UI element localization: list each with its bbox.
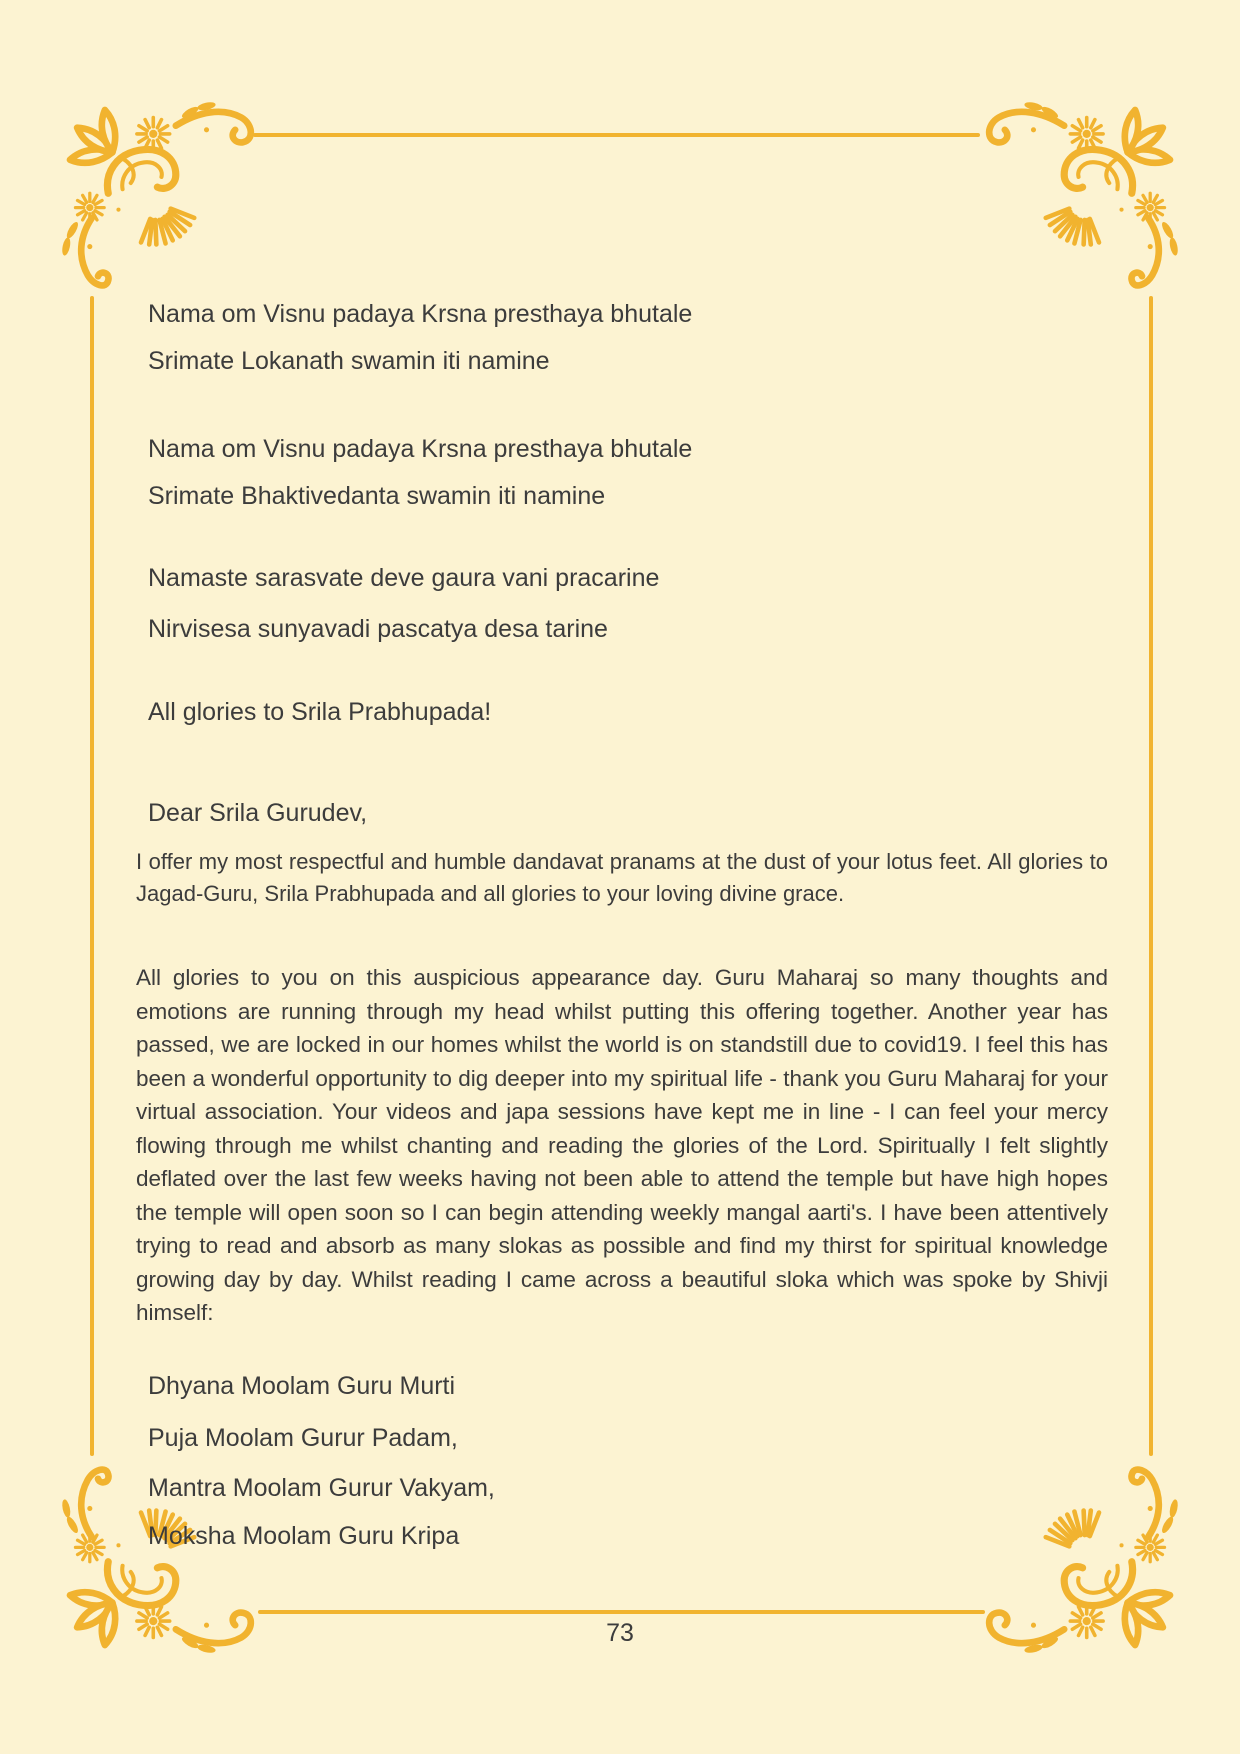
sloka-line: Moksha Moolam Guru Kripa — [148, 1522, 460, 1550]
invocation-line: Namaste sarasvate deve gaura vani pracarine — [148, 564, 660, 592]
body-paragraph: All glories to you on this auspicious appearance day. Guru Maharaj so many thoughts and emotions are running through my head whilst putting this offering together. Another year has passed, we are locked in our homes whilst the world is on standstill due to covid19. I feel this has been a wonderful opportunity to dig deeper into my spiritual life - thank you Guru Maharaj for your virtual association. Your videos and japa sessions have kept me in line - I can feel your mercy flowing through me whilst chanting and reading the glories of the Lord. Spiritually I felt slightly deflated over the last few weeks having not been able to attend the temple but have high hopes the temple will open soon so I can begin attending weekly mangal aarti's. I have been attentively trying to read and absorb as many slokas as possible and find my thirst for spiritual knowledge growing day by day. Whilst reading I came across a beautiful sloka which was spoke by Shivji himself: — [136, 965, 1108, 1325]
invocation-line: Srimate Bhaktivedanta swamin iti namine — [148, 482, 606, 510]
sloka-line: Dhyana Moolam Guru Murti — [148, 1372, 456, 1400]
border-bottom-line — [258, 1610, 985, 1614]
border-left-line — [90, 296, 94, 1456]
invocation-line: Nama om Visnu padaya Krsna presthaya bhutale — [148, 300, 693, 328]
corner-flourish-top-left-icon — [55, 95, 270, 310]
corner-flourish-top-right-icon — [970, 95, 1185, 310]
sloka-line: Mantra Moolam Gurur Vakyam, — [148, 1474, 495, 1502]
border-top-line — [253, 133, 980, 137]
invocation-line: Srimate Lokanath swamin iti namine — [148, 347, 550, 375]
opening-paragraph: I offer my most respectful and humble dandavat pranams at the dust of your lotus feet. All glories to Jagad-Guru, Srila Prabhupada and all glories to your loving divine grace. — [136, 849, 1108, 906]
invocation-line: Nirvisesa sunyavadi pascatya desa tarine — [148, 615, 608, 643]
glories-line: All glories to Srila Prabhupada! — [148, 698, 492, 726]
salutation: Dear Srila Gurudev, — [148, 799, 368, 827]
border-right-line — [1149, 296, 1153, 1456]
page-number: 73 — [606, 1619, 634, 1647]
sloka-line: Puja Moolam Gurur Padam, — [148, 1424, 458, 1452]
invocation-line: Nama om Visnu padaya Krsna presthaya bhutale — [148, 435, 693, 463]
